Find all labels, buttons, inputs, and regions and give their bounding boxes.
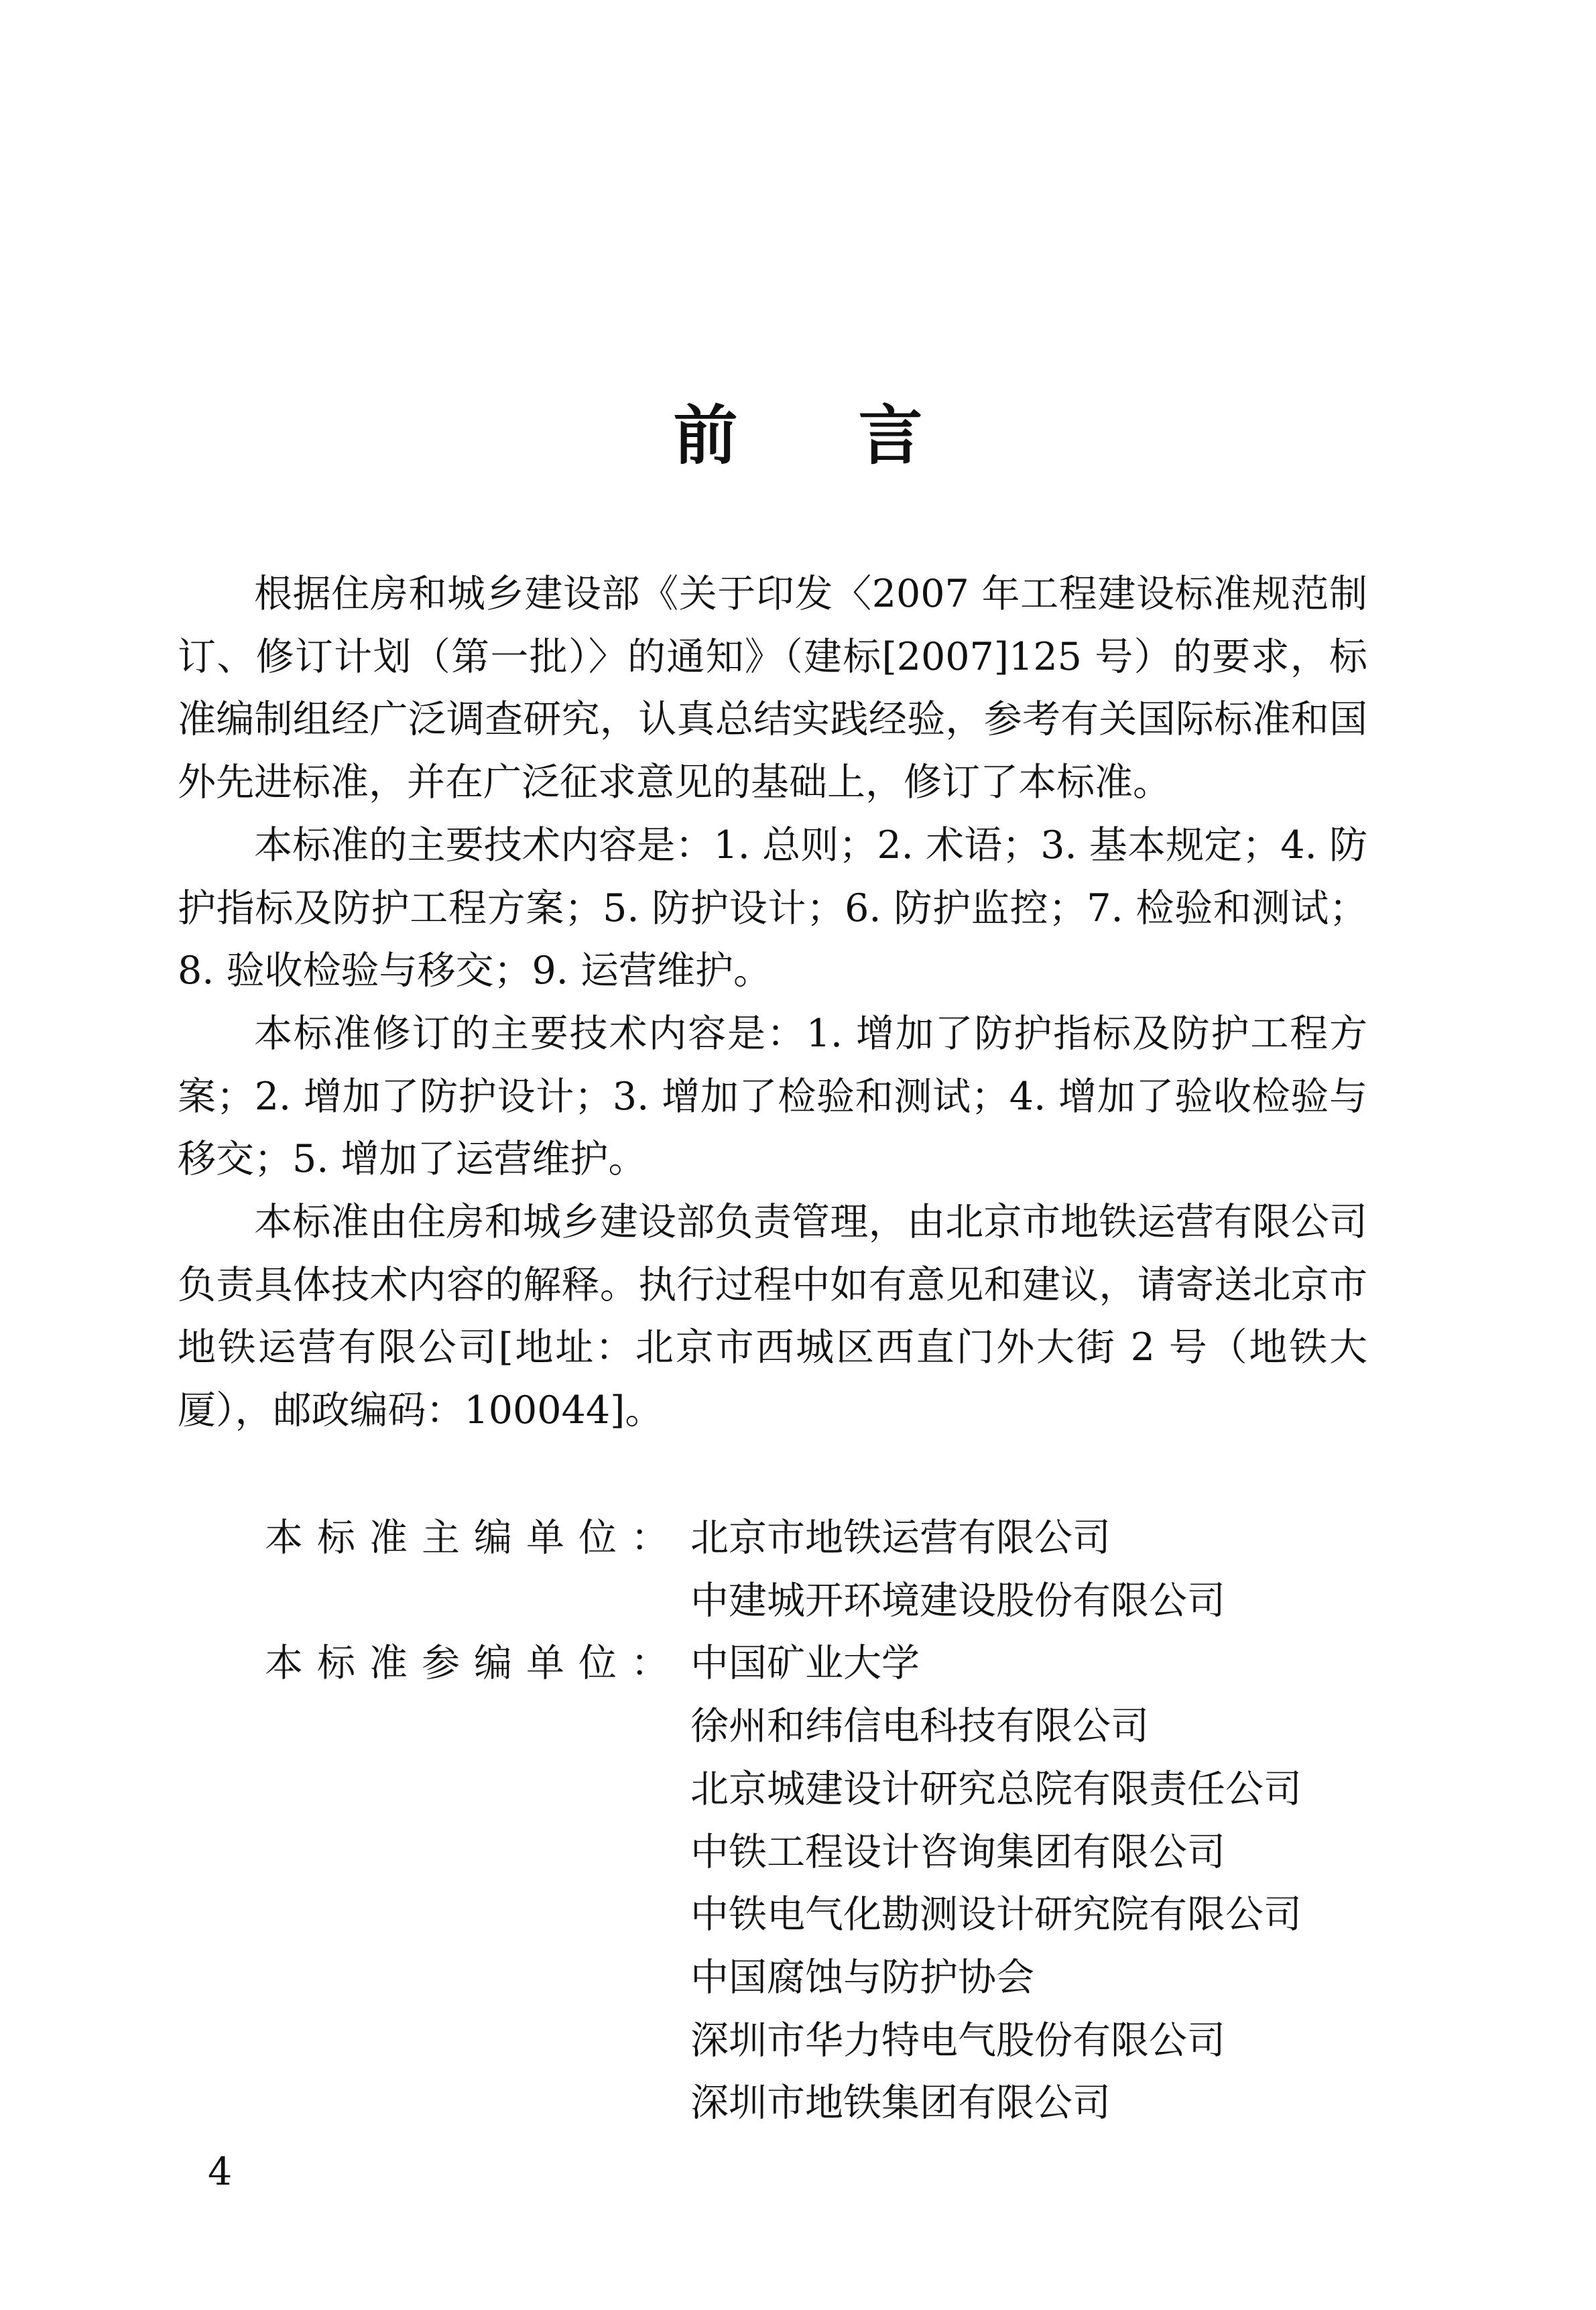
- chief-units-list: [690, 1507, 1225, 1632]
- page-number: 4: [208, 2150, 233, 2194]
- participating-unit-item: 深圳市华力特电气股份有限公司: [690, 2018, 1225, 2063]
- participating-unit-item: 中铁工程设计咨询集团有限公司: [690, 1829, 1225, 1874]
- participating-unit-item: 中铁电气化勘测设计研究院有限公司: [690, 1892, 1302, 1937]
- participating-units-label: 本标准参编单位：: [265, 1641, 683, 1686]
- chief-unit-item: 北京市地铁运营有限公司: [690, 1516, 1111, 1560]
- units-section: [178, 1507, 1384, 2135]
- paragraph-revision-content: 本标准修订的主要技术内容是：1. 增加了防护指标及防护工程方案；2. 增加了防护设计；3. 增加了检验和测试；4. 增加了验收检验与移交；5. 增加了运营维护。: [178, 1011, 1367, 1182]
- participating-unit-item: 中国矿业大学: [690, 1641, 920, 1686]
- paragraph-basis: 根据住房和城乡建设部《关于印发〈2007 年工程建设标准规范制订、修订计划（第一批）〉的通知》（建标[2007]125 号）的要求，标准编制组经广泛调查研究，认真总结实践经验，参考有关国际标准和国外先进标准，并在广泛征求意见的基础上，修订了本标准。: [178, 572, 1367, 805]
- paragraph-management: 本标准由住房和城乡建设部负责管理，由北京市地铁运营有限公司负责具体技术内容的解释。执行过程中如有意见和建议，请寄送北京市地铁运营有限公司[地址：北京市西城区西直门外大街 2 号（地铁大厦），邮政编码：100044]。: [178, 1200, 1367, 1433]
- participating-unit-item: 深圳市地铁集团有限公司: [690, 2081, 1111, 2126]
- participating-units-group: [178, 1632, 1384, 2135]
- chief-unit-item: 中建城开环境建设股份有限公司: [690, 1578, 1225, 1623]
- participating-unit-item: 北京城建设计研究总院有限责任公司: [690, 1766, 1302, 1811]
- participating-units-list: [690, 1632, 1302, 2135]
- chief-units-label: 本标准主编单位：: [265, 1516, 683, 1560]
- paragraph-main-content: 本标准的主要技术内容是：1. 总则；2. 术语；3. 基本规定；4. 防护指标及防护工程方案；5. 防护设计；6. 防护监控；7. 检验和测试；8. 验收检验与移交；9. 运营维护。: [178, 823, 1367, 993]
- preface-body: [178, 563, 1367, 1443]
- page-title: 前言: [673, 398, 1044, 473]
- chief-units-group: [178, 1507, 1384, 1632]
- participating-unit-item: 中国腐蚀与防护协会: [690, 1955, 1034, 2000]
- participating-unit-item: 徐州和纬信电科技有限公司: [690, 1704, 1149, 1749]
